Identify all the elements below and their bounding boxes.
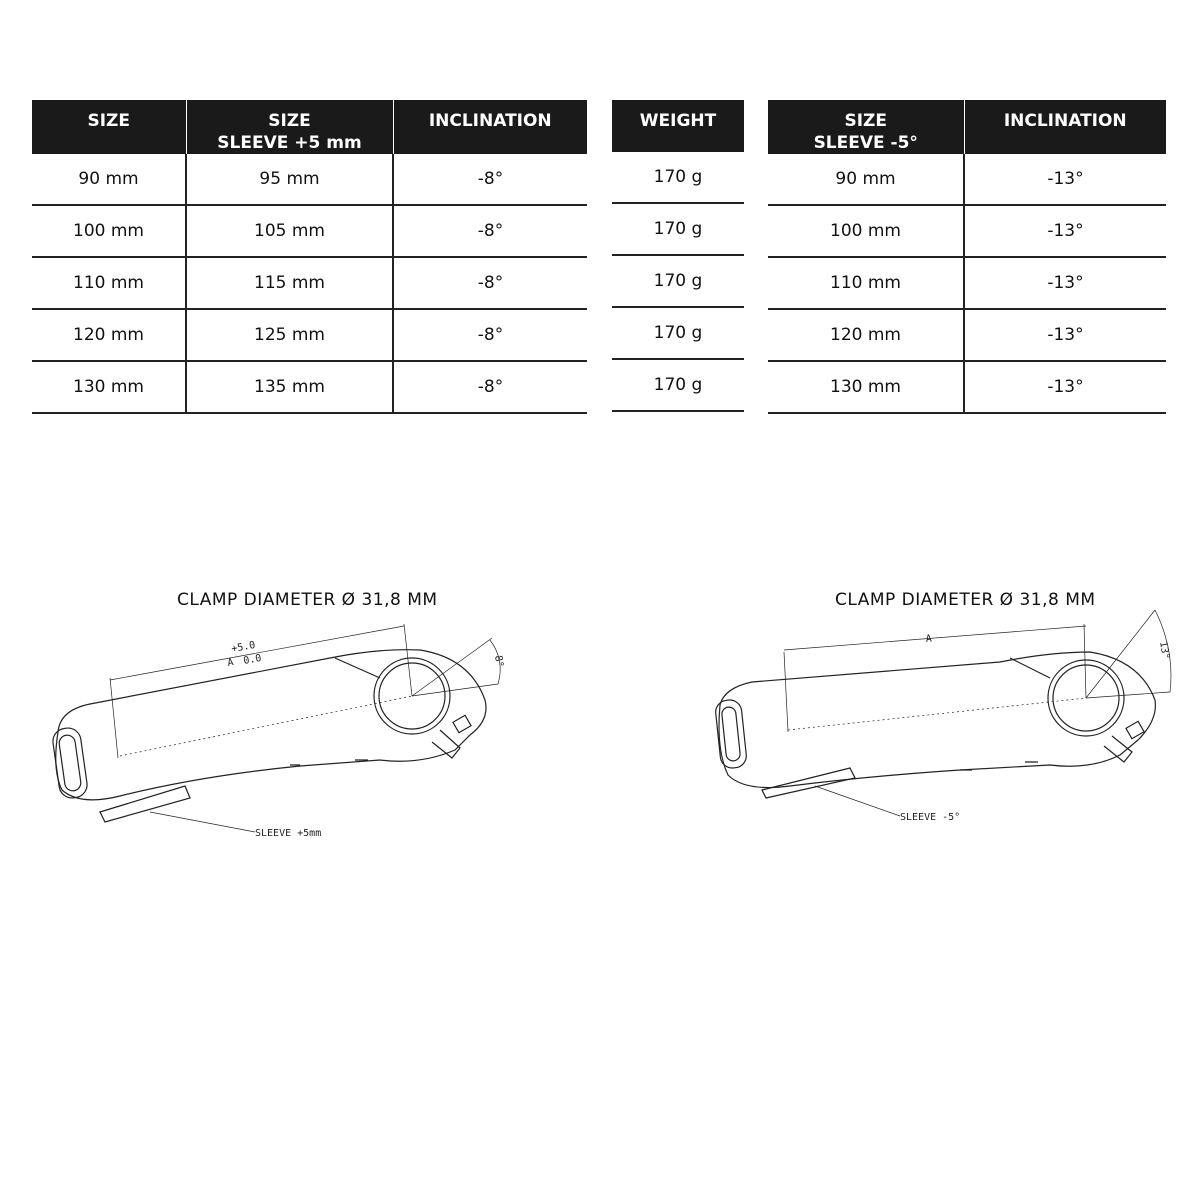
clamp-diameter-caption-left: CLAMP DIAMETER Ø 31,8 MM (177, 590, 438, 610)
cell-weight: 170 g (612, 359, 744, 411)
stem-body-outline (56, 650, 486, 800)
size-table-sleeve-minus5 (768, 100, 1166, 414)
header-inclination: INCLINATION (964, 100, 1166, 154)
table-row (768, 205, 1166, 257)
dim-a-label: A (226, 657, 235, 669)
cell-size-sleeve: 115 mm (186, 257, 393, 309)
table-row (32, 361, 587, 413)
steerer-slot-inner (721, 706, 741, 761)
header-size-sleeve: SIZE SLEEVE +5 mm (186, 100, 393, 154)
weight-table (612, 100, 744, 412)
sleeve-label: SLEEVE +5mm (255, 828, 322, 839)
cell-size: 110 mm (32, 257, 186, 309)
table-row (768, 154, 1166, 205)
cell-inclination: -13° (964, 309, 1166, 361)
cell-size-sleeve: 95 mm (186, 154, 393, 205)
size-table-sleeve-plus5 (32, 100, 587, 414)
angle-line (412, 684, 498, 696)
cell-weight: 170 g (612, 307, 744, 359)
cell-inclination: -13° (964, 257, 1166, 309)
header-size: SIZE (32, 100, 186, 154)
cell-size: 100 mm (768, 205, 964, 257)
dim-extension-left (110, 678, 118, 758)
header-inclination: INCLINATION (393, 100, 587, 154)
cell-size: 120 mm (768, 309, 964, 361)
reference-line (788, 698, 1086, 730)
table-row (612, 307, 744, 359)
dim-extension-right (404, 624, 412, 696)
stem-drawing-sleeve-minus5 (660, 590, 1180, 830)
cell-inclination: -8° (393, 361, 587, 413)
cell-weight: 170 g (612, 203, 744, 255)
table-row (32, 257, 587, 309)
cell-size: 130 mm (32, 361, 186, 413)
cell-size-sleeve: 135 mm (186, 361, 393, 413)
angle-line-2 (1086, 610, 1155, 698)
stem-drawing-sleeve-plus5 (0, 600, 540, 860)
sleeve-label: SLEEVE -5° (900, 812, 961, 823)
dim-extension-right (1084, 624, 1086, 698)
cell-size: 110 mm (768, 257, 964, 309)
angle-line (1086, 692, 1170, 698)
cell-inclination: -13° (964, 154, 1166, 205)
angle-line-2 (412, 638, 492, 696)
cell-size-sleeve: 105 mm (186, 205, 393, 257)
table-row (768, 361, 1166, 413)
table-row (612, 203, 744, 255)
steerer-slot-inner (58, 734, 82, 792)
cell-size: 120 mm (32, 309, 186, 361)
reference-line (120, 696, 412, 756)
dim-line-a (784, 626, 1086, 650)
angle-label: 13° (1157, 640, 1172, 661)
cell-inclination: -13° (964, 205, 1166, 257)
header-weight: WEIGHT (612, 100, 744, 152)
table-row (612, 359, 744, 411)
dim-extension-left (784, 652, 788, 732)
cell-inclination: -8° (393, 309, 587, 361)
stem-edge-line (335, 658, 380, 678)
cell-size: 100 mm (32, 205, 186, 257)
cell-size: 90 mm (32, 154, 186, 205)
cell-weight: 170 g (612, 152, 744, 203)
clamp-bolt (453, 715, 471, 732)
clamp-bolt-body (432, 730, 460, 758)
dim-a-label: A (925, 633, 933, 645)
stem-edge-line (1010, 658, 1050, 678)
cell-weight: 170 g (612, 255, 744, 307)
clamp-diameter-caption-right: CLAMP DIAMETER Ø 31,8 MM (835, 590, 1096, 610)
stem-body-outline (719, 652, 1155, 788)
table-row (32, 154, 587, 205)
cell-size: 130 mm (768, 361, 964, 413)
sleeve-wedge (100, 786, 190, 822)
cell-inclination: -8° (393, 205, 587, 257)
table-row (32, 205, 587, 257)
sleeve-wedge (762, 768, 855, 798)
angle-label: 8° (492, 654, 505, 669)
table-row (32, 309, 587, 361)
cell-inclination: -8° (393, 154, 587, 205)
dim-plus-label: +5.0 (230, 639, 257, 655)
cell-inclination: -8° (393, 257, 587, 309)
table-row (768, 257, 1166, 309)
sleeve-leader (150, 812, 255, 832)
table-row (768, 309, 1166, 361)
clamp-bolt-body (1104, 736, 1132, 762)
header-size-sleeve: SIZE SLEEVE -5° (768, 100, 964, 154)
table-row (612, 255, 744, 307)
cell-size: 90 mm (768, 154, 964, 205)
sleeve-leader (815, 786, 900, 816)
cell-inclination: -13° (964, 361, 1166, 413)
table-row (612, 152, 744, 203)
cell-size-sleeve: 125 mm (186, 309, 393, 361)
dim-zero-label: 0.0 (242, 652, 263, 667)
